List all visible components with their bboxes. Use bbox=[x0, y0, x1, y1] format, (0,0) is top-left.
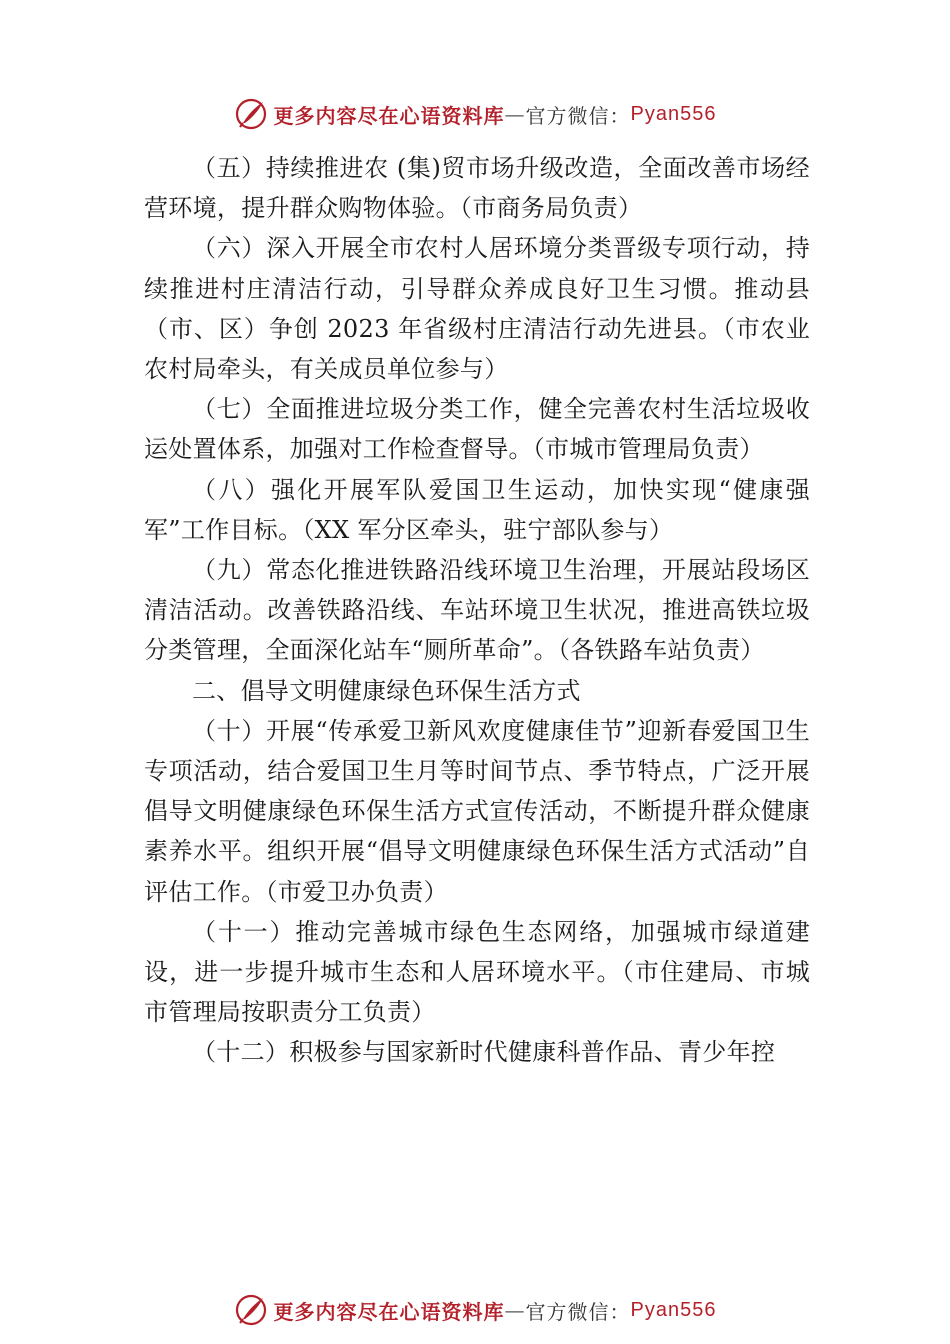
quill-pen-icon bbox=[234, 97, 268, 131]
paragraph-6: （六）深入开展全市农村人居环境分类晋级专项行动，持续推进村庄清洁行动，引导群众养成良好卫生习惯。推动县（市、区）争创 2023 年省级村庄清洁行动先进县。（市农业农村局牵头，有关成员单位参与） bbox=[144, 234, 810, 384]
header-watermark bbox=[0, 94, 950, 134]
watermark-wechat-label: 官方微信： bbox=[525, 103, 631, 128]
watermark-wechat-id: Pyan556 bbox=[630, 102, 717, 125]
watermark-wechat-id: Pyan556 bbox=[630, 1298, 717, 1321]
paragraph-12: （十二）积极参与国家新时代健康科普作品、青少年控 bbox=[192, 1038, 776, 1067]
section-heading: 二、倡导文明健康绿色环保生活方式 bbox=[192, 676, 581, 705]
watermark-dash: — bbox=[504, 102, 526, 126]
paragraph-10: （十）开展“传承爱卫新风欢度健康佳节”迎新春爱国卫生专项活动，结合爱国卫生月等时间节点、季节特点，广泛开展倡导文明健康绿色环保生活方式宣传活动，不断提升群众健康素养水平。组织开展“倡导文明健康绿色环保生活方式活动”自评估工作。（市爱卫办负责） bbox=[144, 716, 810, 906]
watermark-dash: — bbox=[504, 1298, 526, 1322]
watermark-wechat-label: 官方微信： bbox=[525, 1299, 631, 1324]
paragraph-8: （八）强化开展军队爱国卫生运动，加快实现“健康强军”工作目标。（XX 军分区牵头，驻宁部队参与） bbox=[144, 475, 810, 544]
watermark-lead-text: 更多内容尽在心语资料库 bbox=[273, 103, 505, 128]
paragraph-7: （七）全面推进垃圾分类工作，健全完善农村生活垃圾收运处置体系，加强对工作检查督导。（市城市管理局负责） bbox=[144, 395, 810, 464]
document-body bbox=[144, 148, 810, 1073]
paragraph-11: （十一）推动完善城市绿色生态网络，加强城市绿道建设，进一步提升城市生态和人居环境水平。（市住建局、市城市管理局按职责分工负责） bbox=[144, 917, 810, 1027]
paragraph-5: （五）持续推进农 (集)贸市场升级改造，全面改善市场经营环境，提升群众购物体验。（市商务局负责） bbox=[144, 154, 810, 223]
paragraph-9: （九）常态化推进铁路沿线环境卫生治理，开展站段场区清洁活动。改善铁路沿线、车站环境卫生状况，推进高铁垃圾分类管理，全面深化站车“厕所革命”。（各铁路车站负责） bbox=[144, 556, 810, 665]
footer-watermark bbox=[0, 1290, 950, 1330]
quill-pen-icon bbox=[234, 1293, 268, 1327]
watermark-lead-text: 更多内容尽在心语资料库 bbox=[273, 1299, 505, 1324]
